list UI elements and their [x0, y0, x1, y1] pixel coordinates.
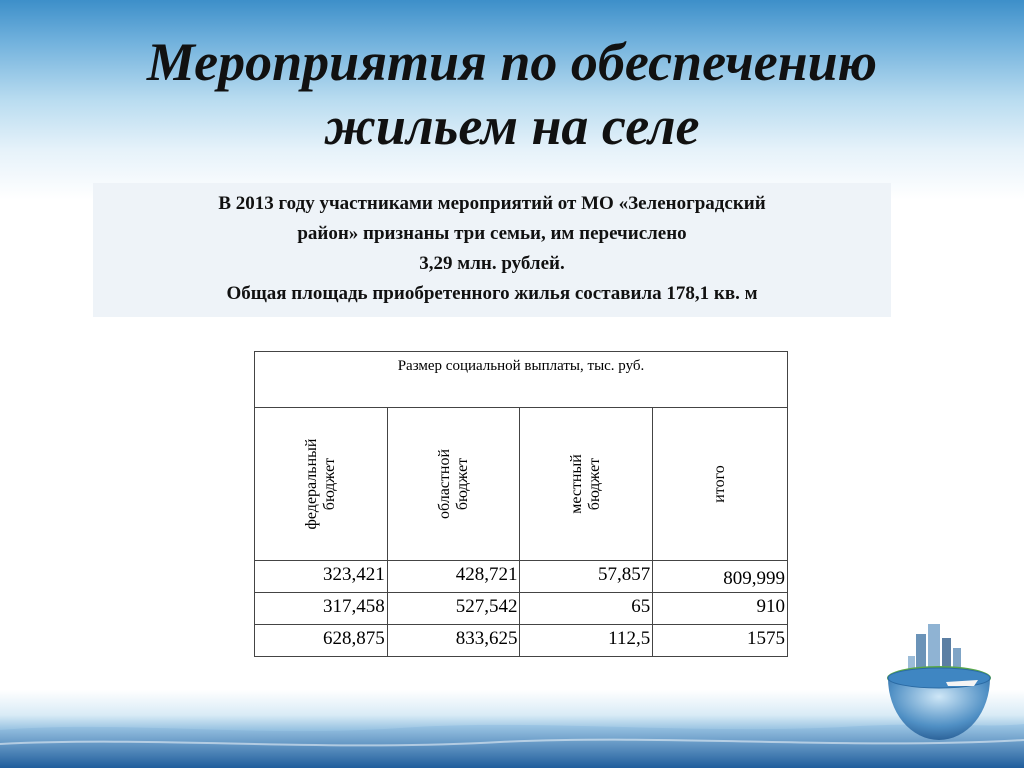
info-line-4: Общая площадь приобретенного жилья составила 178,1 кв. м	[226, 283, 758, 304]
table-cell: 323,421	[255, 561, 388, 593]
slide-title	[0, 30, 1024, 158]
column-header-line: бюджет	[320, 457, 338, 511]
social-payment-table	[254, 351, 788, 657]
table-cell: 527,542	[387, 593, 520, 625]
table-cell: 112,5	[520, 625, 653, 657]
table-cell: 809,999	[653, 561, 788, 593]
info-box	[93, 183, 891, 317]
table-cell: 317,458	[255, 593, 388, 625]
table-cell: 628,875	[255, 625, 388, 657]
table-cell: 428,721	[387, 561, 520, 593]
column-header-line: итого	[711, 465, 729, 503]
table-cell: 57,857	[520, 561, 653, 593]
column-header-line: бюджет	[586, 457, 604, 511]
slide-title-line2: жильем на селе	[324, 96, 700, 156]
column-header-local	[520, 408, 653, 561]
column-header-total	[653, 408, 788, 561]
info-line-1: В 2013 году участниками мероприятий от МО «Зеленоградский	[218, 193, 766, 214]
info-line-2: район» признаны три семьи, им перечислено	[297, 223, 687, 244]
info-line-3: 3,29 млн. рублей.	[419, 253, 565, 274]
table-cell: 833,625	[387, 625, 520, 657]
column-header-regional	[387, 408, 520, 561]
slide-title-line1: Мероприятия по обеспечению	[146, 32, 878, 92]
table-cell: 65	[520, 593, 653, 625]
ocean-wave-decoration	[0, 712, 1024, 768]
table-row	[255, 593, 788, 625]
table-cell: 1575	[653, 625, 788, 657]
column-header-line: федеральный	[302, 438, 320, 530]
city-globe-icon	[886, 620, 992, 745]
column-header-line: областной	[435, 448, 453, 520]
table-cell: 910	[653, 593, 788, 625]
column-header-line: местный	[568, 454, 586, 514]
table-row	[255, 625, 788, 657]
table-caption: Размер социальной выплаты, тыс. руб.	[255, 352, 788, 408]
column-header-line: бюджет	[453, 457, 471, 511]
table-row	[255, 561, 788, 593]
column-header-federal	[255, 408, 388, 561]
